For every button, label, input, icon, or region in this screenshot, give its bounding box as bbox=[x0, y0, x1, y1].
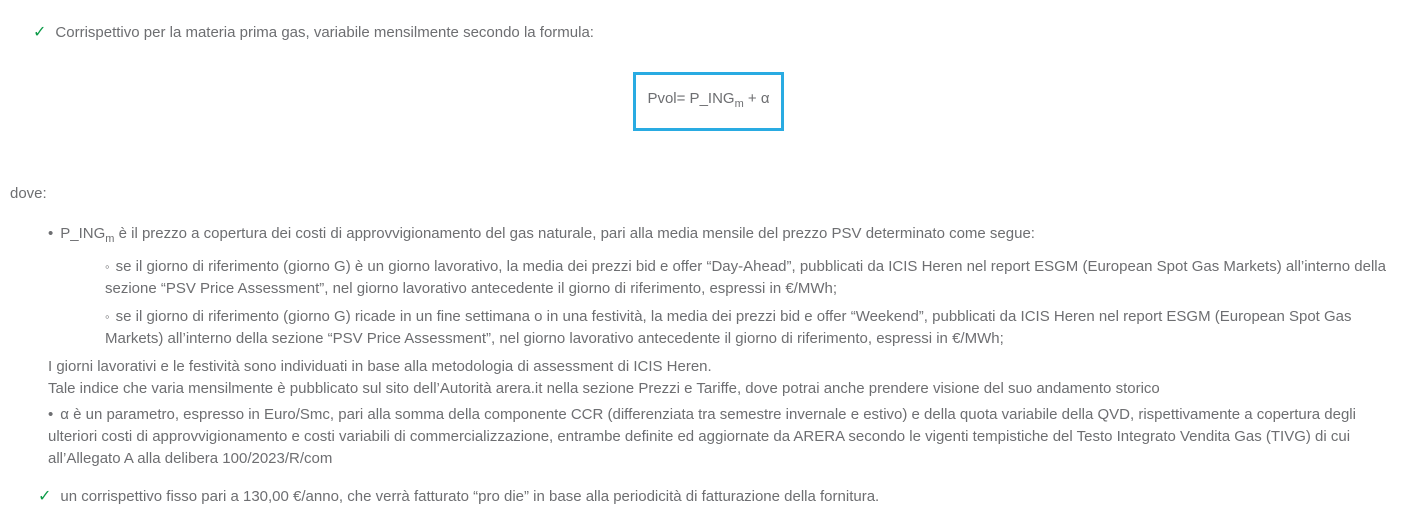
formula-suffix: + α bbox=[743, 90, 770, 107]
definitions-list bbox=[0, 223, 1417, 470]
bullet-icon: • bbox=[48, 225, 54, 242]
note-working-days: I giorni lavorativi e le festività sono individuati in base alla metodologia di assessment di ICIS Heren. bbox=[48, 358, 712, 375]
formula-prefix: Pvol= P_ING bbox=[647, 90, 735, 107]
sub-item-weekday bbox=[105, 256, 1395, 300]
dove-label: dove: bbox=[10, 185, 47, 202]
formula-container bbox=[0, 72, 1417, 131]
list-item-ping bbox=[48, 223, 1395, 400]
ping-text: è il prezzo a copertura dei costi di approvvigionamento del gas naturale, pari alla media mensile del prezzo PSV determinato come segue: bbox=[114, 225, 1035, 242]
intro-row bbox=[0, 22, 1417, 44]
ping-subscript: m bbox=[105, 233, 115, 245]
bullet-icon: • bbox=[48, 406, 54, 423]
check-icon: ✓ bbox=[33, 24, 47, 41]
alpha-text: α è un parametro, espresso in Euro/Smc, pari alla somma della componente CCR (differenziata tra semestre invernale e estivo) e della quota variabile della QVD, rispettivamente a copertura degli ulteriori costi di approvvigionamento e costi variabili di commercializzazione, entrambe definite ed aggiornate da ARERA secondo le vigenti tempistiche del Testo Integrato Vendita Gas (TIVG) di cui all’Allegato A alla delibera 100/2023/R/com bbox=[48, 406, 1356, 467]
formula-subscript: m bbox=[734, 98, 744, 110]
circle-bullet-icon: ◦ bbox=[105, 309, 110, 324]
sub-item-weekday-text: se il giorno di riferimento (giorno G) è un giorno lavorativo, la media dei prezzi bid e offer “Day-Ahead”, pubblicati da ICIS Heren nel report ESGM (European Spot Gas Markets) all’interno della sezione “PSV Price Assessment”, nel giorno lavorativo antecedente il giorno di riferimento, espressi in €/MWh; bbox=[105, 258, 1386, 297]
formula-box bbox=[633, 72, 783, 131]
circle-bullet-icon: ◦ bbox=[105, 259, 110, 274]
footer-row bbox=[0, 486, 1417, 508]
check-icon: ✓ bbox=[38, 488, 52, 505]
list-item-alpha bbox=[48, 404, 1395, 470]
note-arera-site: Tale indice che varia mensilmente è pubblicato sul sito dell’Autorità arera.it nella sezione Prezzi e Tariffe, dove potrai anche prendere visione del suo andamento storico bbox=[48, 380, 1160, 397]
sub-item-weekend-text: se il giorno di riferimento (giorno G) ricade in un fine settimana o in una festività, la media dei prezzi bid e offer “Weekend”, pubblicati da ICIS Heren nel report ESGM (European Spot Gas Markets) all’interno della sezione “PSV Price Assessment”, nel giorno lavorativo antecedente il giorno di riferimento, espressi in €/MWh; bbox=[105, 308, 1352, 347]
footer-text: un corrispettivo fisso pari a 130,00 €/anno, che verrà fatturato “pro die” in base alla periodicità di fatturazione della fornitura. bbox=[60, 488, 880, 505]
intro-text: Corrispettivo per la materia prima gas, variabile mensilmente secondo la formula: bbox=[55, 24, 594, 41]
ping-sub-list bbox=[105, 256, 1395, 350]
ping-prefix: P_ING bbox=[60, 225, 106, 242]
sub-item-weekend bbox=[105, 306, 1395, 350]
